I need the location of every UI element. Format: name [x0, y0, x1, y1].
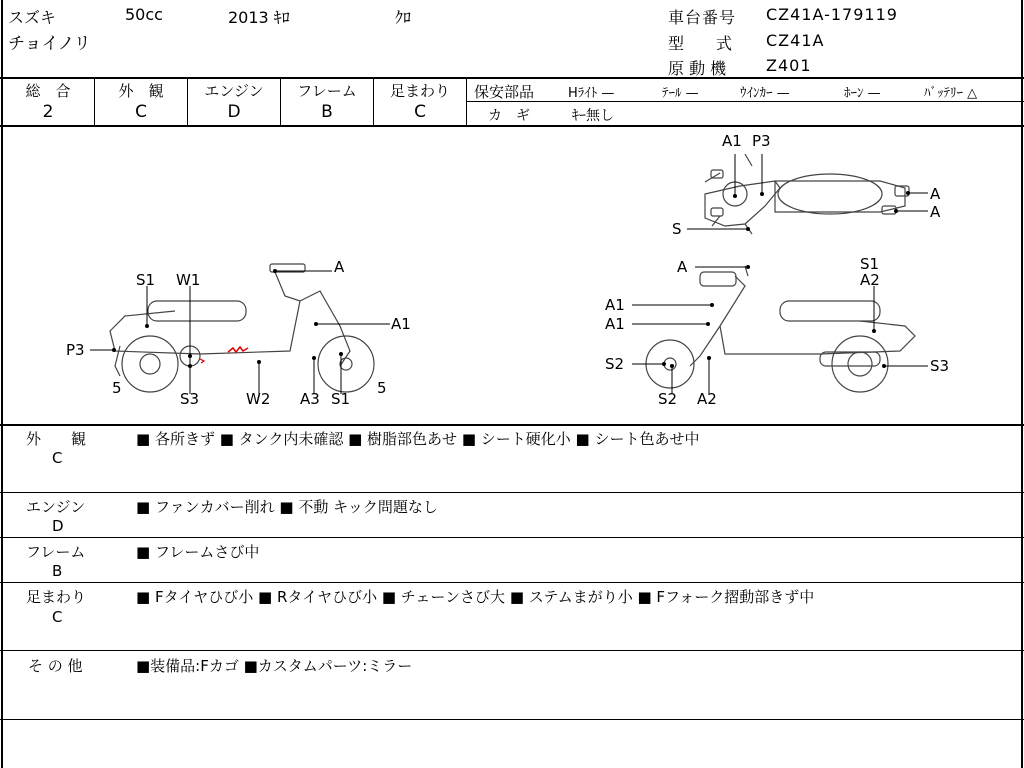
scooter-top-view: [705, 154, 909, 234]
scooter-diagram: [0, 126, 1024, 424]
displacement: 50cc: [125, 5, 163, 24]
type-label: 型 式: [668, 34, 733, 53]
diag-left-5a: 5: [112, 379, 122, 397]
grade-frame-label: フレーム: [297, 82, 357, 100]
grade-suspension-value: C: [414, 102, 426, 122]
key-value: ｷｰ無し: [572, 108, 614, 124]
diag-top-s: S: [672, 220, 682, 238]
diag-right-a2b: A2: [697, 390, 717, 408]
diag-top-a1: A1: [722, 132, 742, 150]
diag-left-a3: A3: [300, 390, 320, 408]
safety-label: 保安部品: [474, 83, 535, 101]
maker: スズキ: [8, 8, 57, 27]
rule-diagram-bottom: [0, 424, 1024, 426]
diag-right-s1: S1: [860, 255, 880, 273]
type-value: CZ41A: [766, 31, 825, 50]
diag-right-a1a: A1: [605, 296, 625, 314]
grade-engine-value: D: [227, 102, 241, 122]
section-engine-label: エンジン: [26, 498, 86, 516]
grade-exterior-value: C: [135, 102, 147, 122]
safety-winker: ｳｲﾝｶｰ —: [740, 86, 790, 101]
section-other-text: ■装備品:Fカゴ ■カスタムパーツ:ミラー: [136, 657, 413, 675]
section-exterior-grade: C: [52, 449, 63, 467]
diag-top-p3: P3: [752, 132, 771, 150]
grade-engine-label: エンジン: [204, 82, 264, 100]
section-suspension-label: 足まわり: [26, 588, 87, 606]
section-engine-text: ■ ファンカバー削れ ■ 不動 キック問題なし: [136, 498, 438, 516]
diag-left-s3: S3: [180, 390, 200, 408]
section-exterior-label: 外 観: [26, 430, 87, 448]
grade-overall-label: 総 合: [25, 82, 71, 100]
diag-right-s2b: S2: [658, 390, 678, 408]
rule-header-bottom: [0, 77, 1024, 79]
section-other-label: そ の 他: [28, 657, 83, 675]
diag-right-a2: A2: [860, 271, 880, 289]
diag-right-a1b: A1: [605, 315, 625, 333]
grade-suspension-label: 足まわり: [389, 82, 450, 100]
damage-mark: [200, 359, 204, 363]
body-color: ｸﾛ: [395, 8, 412, 27]
diag-right-s3: S3: [930, 357, 950, 375]
diag-right-a: A: [677, 258, 688, 276]
section-suspension-text: ■ Fタイヤひび小 ■ Rタイヤひび小 ■ チェーンさび大 ■ ステムまがり小 ■ Fフォーク摺動部きず中: [136, 588, 815, 606]
frame-no-label: 車台番号: [668, 8, 737, 27]
key-label: カ ギ: [488, 108, 530, 124]
section-frame-grade: B: [52, 562, 63, 580]
model-name: チョイノリ: [8, 34, 91, 54]
grade-divider-5: [466, 78, 467, 126]
rule-section-5: [0, 719, 1024, 720]
rule-section-4: [0, 650, 1024, 651]
diag-left-w2: W2: [246, 390, 271, 408]
diag-top-a-1: A: [930, 185, 941, 203]
diag-left-s1: S1: [136, 271, 156, 289]
section-exterior-text: ■ 各所きず ■ タンク内未確認 ■ 樹脂部色あせ ■ シート硬化小 ■ シート色あせ中: [136, 430, 700, 448]
diag-left-p3: P3: [66, 341, 85, 359]
diag-right-s2a: S2: [605, 355, 625, 373]
section-frame-label: フレーム: [26, 543, 86, 561]
grade-frame-value: B: [321, 102, 333, 122]
rule-section-3: [0, 582, 1024, 583]
rule-grade-mid: [466, 101, 1024, 102]
diag-left-a1: A1: [391, 315, 411, 333]
safety-headlight: Hﾗｲﾄ —: [568, 86, 615, 101]
safety-horn: ﾎｰﾝ —: [844, 86, 881, 101]
section-frame-text: ■ フレームさび中: [136, 543, 260, 561]
diag-top-a-2: A: [930, 203, 941, 221]
grade-exterior-label: 外 観: [118, 82, 164, 100]
diag-left-a: A: [334, 258, 345, 276]
rule-section-1: [0, 492, 1024, 493]
damage-mark: [228, 347, 248, 352]
engine-label: 原 動 機: [668, 59, 727, 78]
frame-no: CZ41A-179119: [766, 5, 898, 24]
safety-battery: ﾊﾞｯﾃﾘｰ △: [924, 86, 978, 101]
safety-taillight: ﾃｰﾙ —: [662, 86, 699, 101]
section-suspension-grade: C: [52, 608, 63, 626]
rule-section-2: [0, 537, 1024, 538]
model-year: 2013 ｷﾛ: [228, 8, 290, 27]
diag-left-s1b: S1: [331, 390, 351, 408]
diag-left-w1: W1: [176, 271, 201, 289]
engine-value: Z401: [766, 56, 812, 75]
section-engine-grade: D: [52, 517, 64, 535]
grade-overall-value: 2: [42, 102, 54, 122]
diag-left-5b: 5: [377, 379, 387, 397]
